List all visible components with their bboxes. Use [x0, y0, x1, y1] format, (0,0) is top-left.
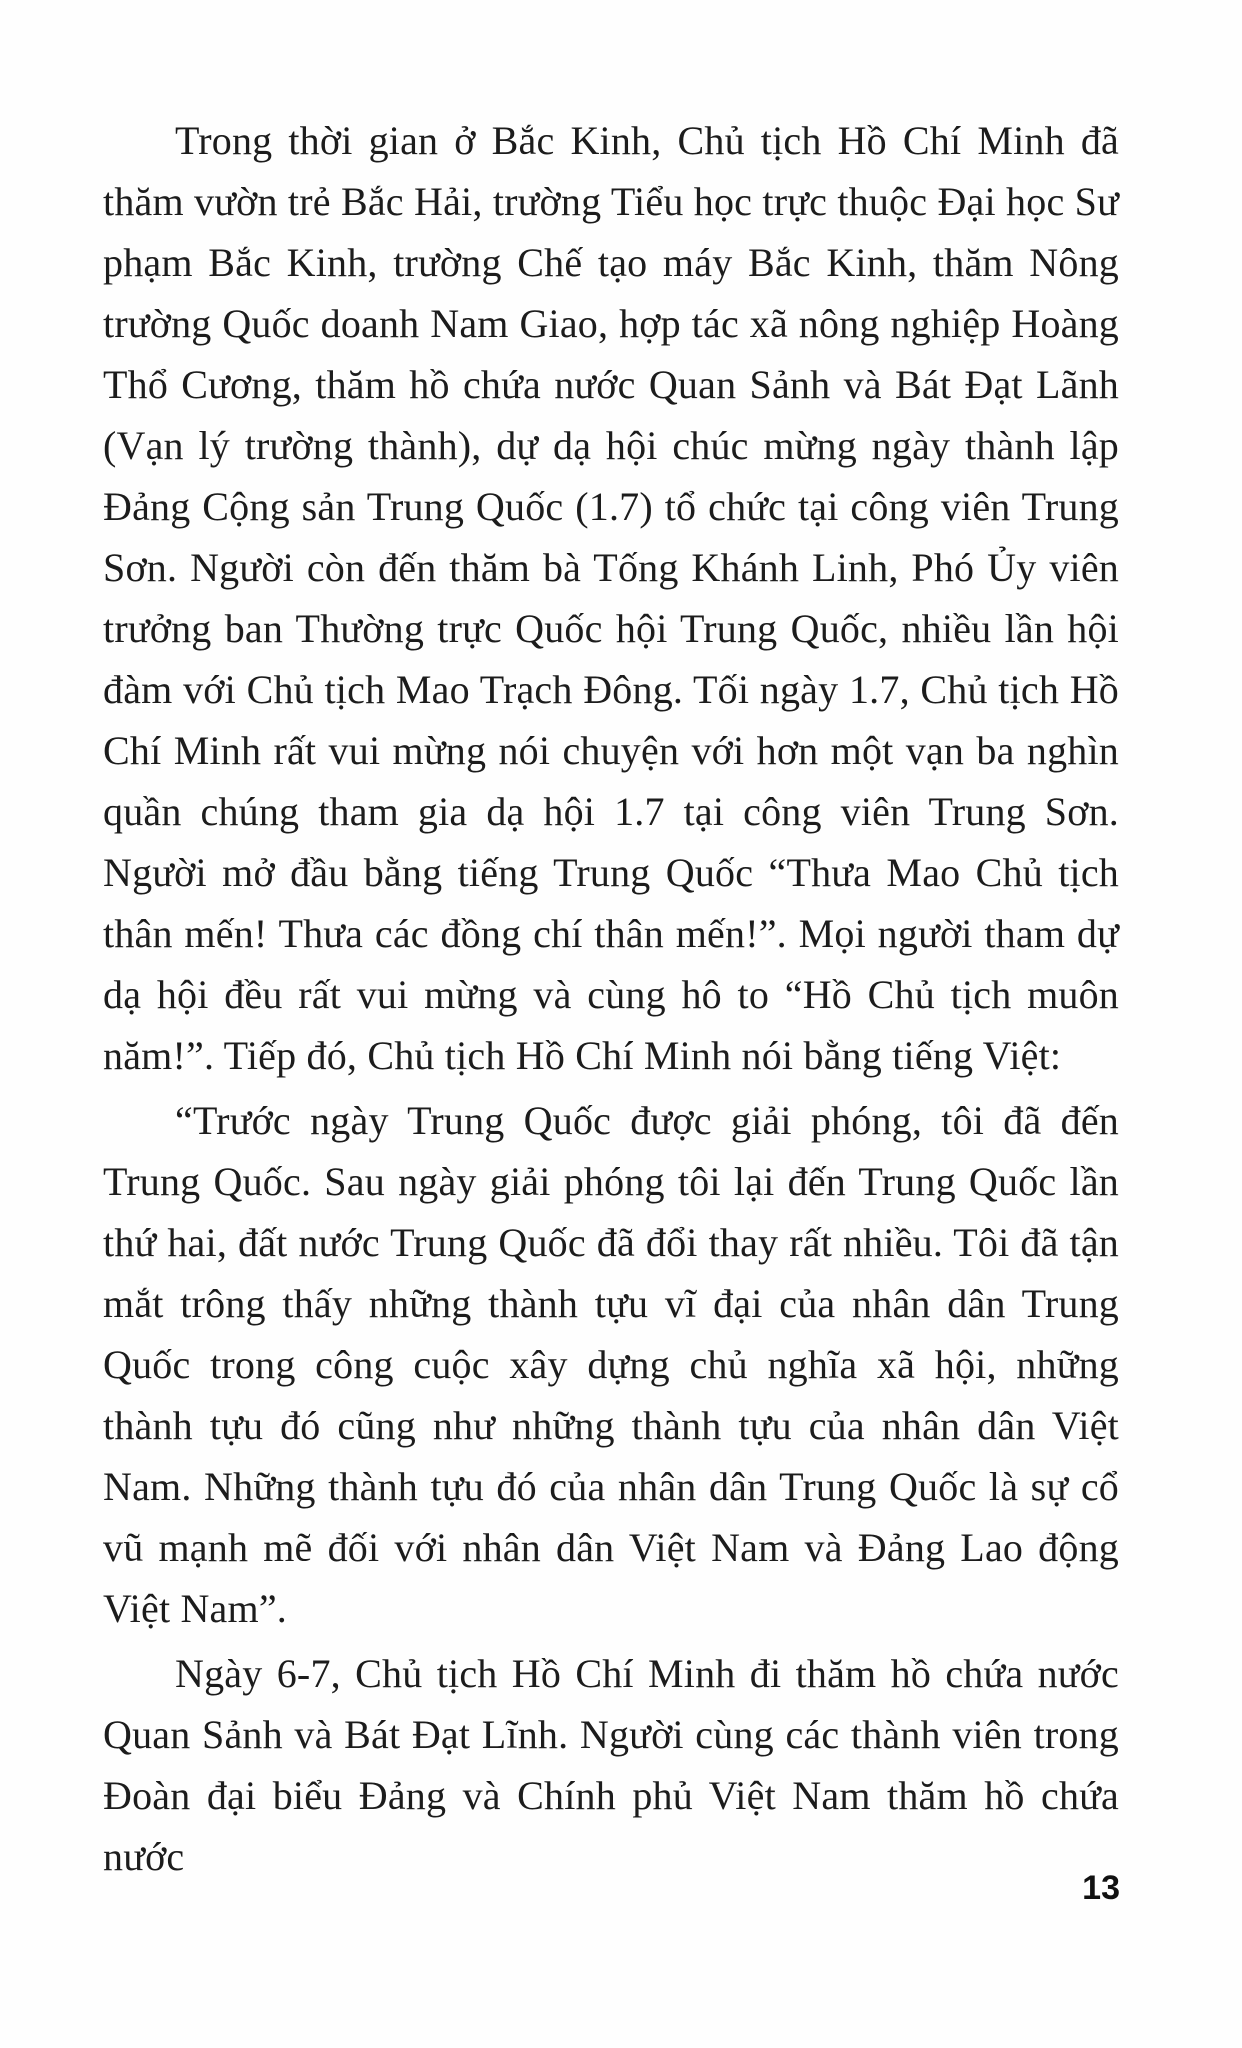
body-text	[103, 110, 1119, 1887]
paragraph-3: Ngày 6-7, Chủ tịch Hồ Chí Minh đi thăm hồ chứa nước Quan Sảnh và Bát Đạt Lĩnh. Người cùng các thành viên trong Đoàn đại biểu Đảng và Chính phủ Việt Nam thăm hồ chứa nước	[103, 1651, 1119, 1879]
page-number: 13	[1082, 1869, 1120, 1907]
paragraph-1: Trong thời gian ở Bắc Kinh, Chủ tịch Hồ Chí Minh đã thăm vườn trẻ Bắc Hải, trường Tiểu học trực thuộc Đại học Sư phạm Bắc Kinh, trường Chế tạo máy Bắc Kinh, thăm Nông trường Quốc doanh Nam Giao, hợp tác xã nông nghiệp Hoàng Thổ Cương, thăm hồ chứa nước Quan Sảnh và Bát Đạt Lãnh (Vạn lý trường thành), dự dạ hội chúc mừng ngày thành lập Đảng Cộng sản Trung Quốc (1.7) tổ chức tại công viên Trung Sơn. Người còn đến thăm bà Tống Khánh Linh, Phó Ủy viên trưởng ban Thường trực Quốc hội Trung Quốc, nhiều lần hội đàm với Chủ tịch Mao Trạch Đông. Tối ngày 1.7, Chủ tịch Hồ Chí Minh rất vui mừng nói chuyện với hơn một vạn ba nghìn quần chúng tham gia dạ hội 1.7 tại công viên Trung Sơn. Người mở đầu bằng tiếng Trung Quốc “Thưa Mao Chủ tịch thân mến! Thưa các đồng chí thân mến!”. Mọi người tham dự dạ hội đều rất vui mừng và cùng hô to “Hồ Chủ tịch muôn năm!”. Tiếp đó, Chủ tịch Hồ Chí Minh nói bằng tiếng Việt:	[103, 118, 1119, 1078]
paragraph-2-quotation: “Trước ngày Trung Quốc được giải phóng, tôi đã đến Trung Quốc. Sau ngày giải phóng tôi lại đến Trung Quốc lần thứ hai, đất nước Trung Quốc đã đổi thay rất nhiều. Tôi đã tận mắt trông thấy những thành tựu vĩ đại của nhân dân Trung Quốc trong công cuộc xây dựng chủ nghĩa xã hội, những thành tựu đó cũng như những thành tựu của nhân dân Việt Nam. Những thành tựu đó của nhân dân Trung Quốc là sự cổ vũ mạnh mẽ đối với nhân dân Việt Nam và Đảng Lao động Việt Nam”.	[103, 1098, 1119, 1631]
